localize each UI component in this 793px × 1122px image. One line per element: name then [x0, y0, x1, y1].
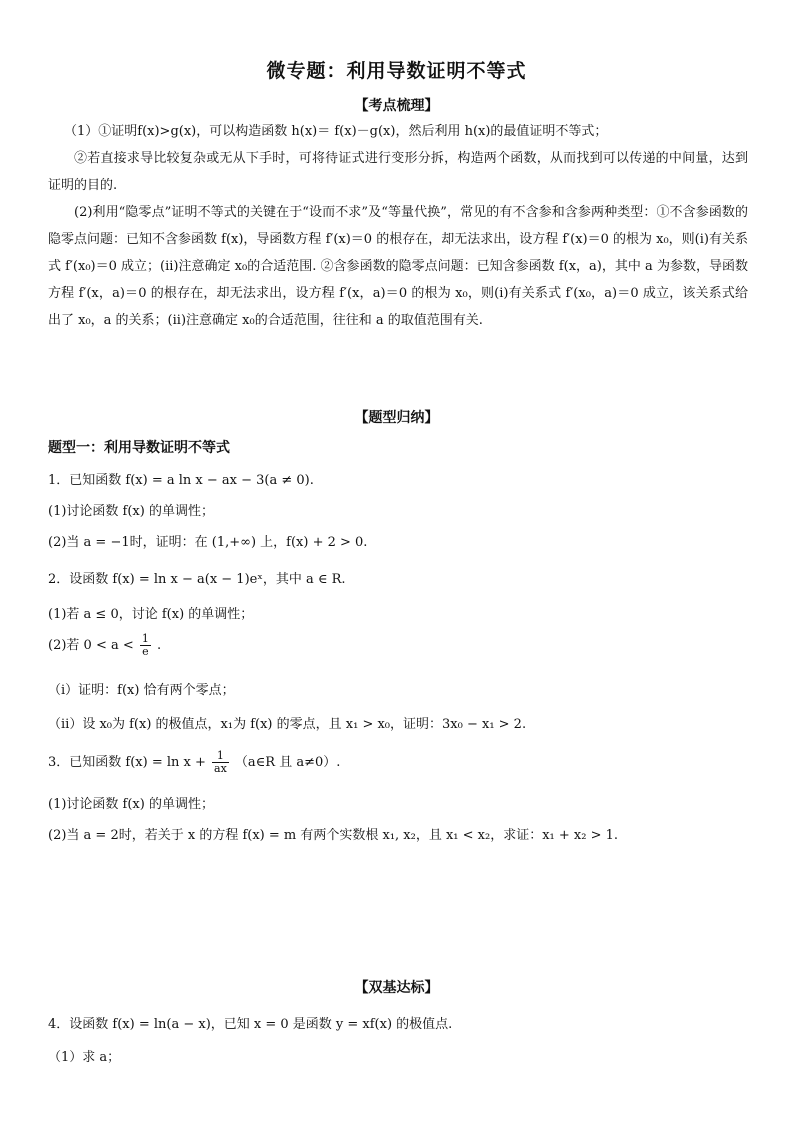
- problem-3-stem-suffix: （a∈R 且 a≠0）.: [234, 755, 341, 770]
- problem-3-stem-prefix: 3．已知函数 f(x) = ln x +: [48, 755, 206, 770]
- kaodian-paragraph-2: ②若直接求导比较复杂或无从下手时，可将待证式进行变形分拆，构造两个函数，从而找到可以传递的中间量，达到证明的目的.: [48, 151, 748, 193]
- fraction-numerator: 1: [141, 632, 149, 645]
- problem-2-sub-i: （ⅰ）证明：f(x) 恰有两个零点；: [48, 683, 235, 698]
- problem-2-sub-ii: （ⅱ）设 x₀为 f(x) 的极值点，x₁为 f(x) 的零点，且 x₁ > x₀，证明：3x₀ − x₁ > 2.: [48, 717, 527, 732]
- problem-1-part-1: (1)讨论函数 f(x) 的单调性；: [48, 504, 214, 519]
- fraction-numerator: 1: [212, 750, 229, 763]
- problem-2-part-1: (1)若 a ≤ 0，讨论 f(x) 的单调性；: [48, 607, 254, 622]
- problem-3-part-2: (2)当 a = 2时，若关于 x 的方程 f(x) = m 有两个实数根 x₁, x₂，且 x₁ < x₂，求证：x₁ + x₂ > 1.: [48, 828, 619, 843]
- section-heading-tixing: 【题型归纳】: [354, 410, 439, 426]
- type-heading: 题型一：利用导数证明不等式: [48, 440, 230, 456]
- section-heading-kaodian: 【考点梳理】: [354, 98, 439, 114]
- kaodian-paragraph-3: (2)利用“隐零点”证明不等式的关键在于“设而不求”及“等量代换”，常见的有不含参和含参两种类型：①不含参函数的隐零点问题：已知不含参函数 f(x)，导函数方程 f′(x)＝0 的根存在，却无法求出，设方程 f′(x)＝0 的根为 x₀，则(i)有关系式 f′(x₀)＝0 成立；(ii)注意确定 x₀的合适范围. ②含参函数的隐零点问题：已知含参函数 f(x，a)，其中 a 为参数，导函数方程 f′(x，a)＝0 的根存在，却无法求出，设方程 f′(x，a)＝0 的根为 x₀，则(i)有关系式 f′(x₀，a)＝0 成立，该关系式给出了 x₀，a 的关系；(ii)注意确定 x₀的合适范围，往往和 a 的取值范围有关.: [48, 205, 748, 328]
- problem-4-stem: 4．设函数 f(x) = ln(a − x)，已知 x = 0 是函数 y = xf(x) 的极值点.: [48, 1017, 453, 1032]
- problem-3-stem: [48, 750, 340, 775]
- problem-1-stem: 1．已知函数 f(x) = a ln x − ax − 3(a ≠ 0).: [48, 473, 314, 488]
- section-heading-shuangji: 【双基达标】: [354, 980, 439, 996]
- problem-2-part-2-prefix: (2)若 0 < a <: [48, 638, 134, 653]
- problem-3-part-1: (1)讨论函数 f(x) 的单调性；: [48, 797, 214, 812]
- fraction-denominator: ax: [214, 762, 227, 775]
- problem-2-part-2-suffix: .: [157, 638, 162, 653]
- problem-2-stem: 2．设函数 f(x) = ln x − a(x − 1)eˣ，其中 a ∈ R.: [48, 572, 346, 587]
- kaodian-paragraph-1: （1）①证明f(x)>g(x)，可以构造函数 h(x)＝ f(x)－g(x)，然后利用 h(x)的最值证明不等式；: [64, 124, 608, 139]
- fraction-1-over-e: [140, 633, 151, 658]
- problem-1-part-2: (2)当 a = −1时，证明：在 (1,+∞) 上，f(x) + 2 > 0.: [48, 535, 368, 550]
- fraction-denominator: e: [142, 645, 149, 658]
- problem-4-part-1: （1）求 a；: [48, 1050, 121, 1065]
- fraction-1-over-ax: [212, 750, 229, 775]
- page-title: 微专题：利用导数证明不等式: [266, 60, 527, 82]
- problem-2-part-2: [48, 633, 161, 658]
